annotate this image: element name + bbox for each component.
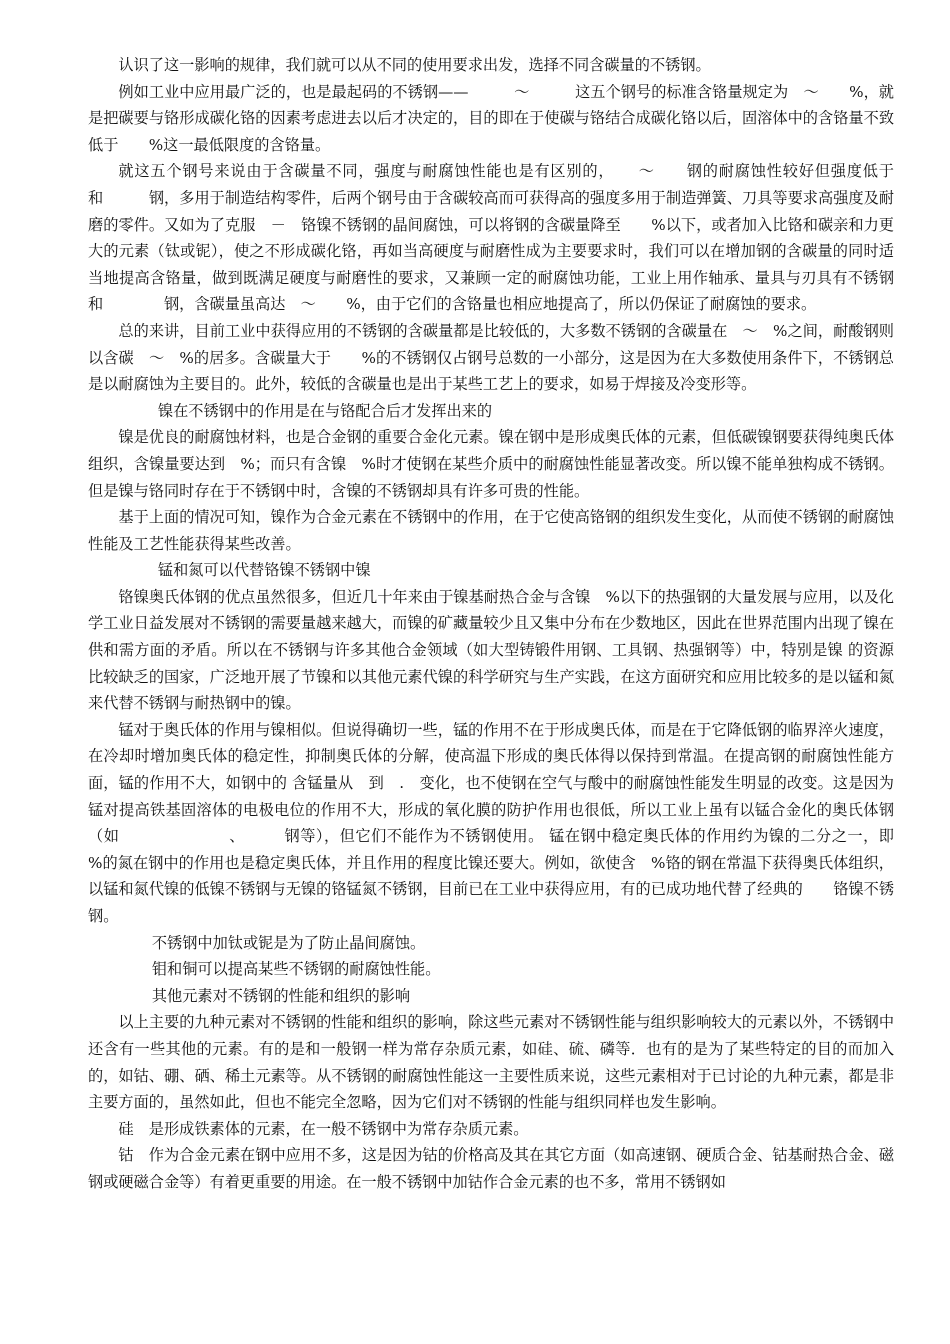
paragraph-carbon-strength: 就这五个钢号来说由于含碳量不同，强度与耐腐蚀性能也是有区别的， ～ 钢的耐腐蚀性较好但强度低于 和 钢，多用于制造结构零件，后两个钢号由于含碳较高而可获得高的强度多用于制造弹簧、刀具等要求高强度及耐磨的零件。又如为了克服 － 铬镍不锈钢的晶间腐蚀，可以将钢的含碳量降至 %以下，或者加入比铬和碳亲和力更大的元素（钛或铌），使之不形成碳化铬，再如当高硬度与耐磨性成为主要要求时，我们可以在增加钢的含碳量的同时适当地提高含铬量，做到既满足硬度与耐磨性的要求，又兼顾一定的耐腐蚀功能，工业上用作轴承、量具与刃具有不锈钢 和 钢，含碳量虽高达 ～ %，由于它们的含铬量也相应地提高了，所以仍保证了耐腐蚀的要求。 xyxy=(88,162,940,314)
section-heading-manganese-nitrogen: 锰和氮可以代替铬镍不锈钢中镍 xyxy=(157,561,371,580)
paragraph-silicon: 硅 是形成铁素体的元素，在一般不锈钢中为常存杂质元素。 xyxy=(118,1119,529,1138)
paragraph-five-grades-chromium: 例如工业中应用最广泛的，也是最起码的不锈钢—— ～ 这五个钢号的标准含铬量规定为 ～ %，就是把碳要与铬形成碳化铬的因素考虑进去以后才决定的，目的即在于使碳与铬结合成碳化铬以后，固溶体中的含铬量不致低于 %这一最低限度的含铬量。 xyxy=(88,82,894,154)
paragraph-nickel-shortage: 铬镍奥氏体钢的优点虽然很多，但近几十年来由于镍基耐热合金与含镍 %以下的热强钢的大量发展与应用，以及化学工业日益发展对不锈钢的需要量越来越大，而镍的矿藏量较少且又集中分布在少数地区，因此在世界范围内出现了镍在供和需方面的矛盾。所以在不锈钢与许多其他合金领域（如大型铸锻件用钢、工具钢、热强钢等）中，特别是镍 的资源比较缺乏的国家，广泛地开展了节镍和以其他元素代镍的科学研究与生产实践，在这方面研究和应用比较多的是以锰和氮来代替不锈钢与耐热钢中的镍。 xyxy=(88,587,894,713)
section-heading-other-elements: 其他元素对不锈钢的性能和组织的影响 xyxy=(151,986,411,1005)
paragraph-carbon-rule: 认识了这一影响的规律，我们就可以从不同的使用要求出发，选择不同含碳量的不锈钢。 xyxy=(118,56,711,74)
section-heading-nickel: 镍在不锈钢中的作用是在与铬配合后才发挥出来的 xyxy=(157,401,493,420)
paragraph-manganese-effect: 锰对于奥氏体的作用与镍相似。但说得确切一些，锰的作用不在于形成奥氏体，而是在于它降低钢的临界淬火速度，在冷却时增加奥氏体的稳定性，抑制奥氏体的分解，使高温下形成的奥氏体得以保持到常温。在提高钢的耐腐蚀性能方面，锰的作用不大，如钢中的 含锰量从 到 . 变化，也不使钢在空气与酸中的耐腐蚀性能发生明显的改变。这是因为锰对提高铁基固溶体的电极电位的作用不大，形成的氧化膜的防护作用也很低，所以工业上虽有以锰合金化的奥氏体钢（如 、 钢等），但它们不能作为不锈钢使用。 锰在钢中稳定奥氏体的作用约为镍的二分之一，即 %的氮在钢中的作用也是稳定奥氏体，并且作用的程度比镍还要大。例如，欲使含 %铬的钢在常温下获得奥氏体组织，以锰和氮代镍的低镍不锈钢与无镍的铬锰氮不锈钢，目前已在工业中获得应用，有的已成功地代替了经典的 铬镍不锈钢。 xyxy=(88,720,910,925)
section-heading-molybdenum-copper: 钼和铜可以提高某些不锈钢的耐腐蚀性能。 xyxy=(151,960,441,979)
paragraph-nickel-material: 镍是优良的耐腐蚀材料，也是合金钢的重要合金化元素。镍在钢中是形成奥氏体的元素，但低碳镍钢要获得纯奥氏体组织，含镍量要达到 %；而只有含镍 %时才使钢在某些介质中的耐腐蚀性能显著改变。所以镍不能单独构成不锈钢。但是镍与铬同时存在于不锈钢中时，含镍的不锈钢却具有许多可贵的性能。 xyxy=(88,428,894,500)
paragraph-nickel-role: 基于上面的情况可知，镍作为合金元素在不锈钢中的作用，在于它使高铬钢的组织发生变化，从而使不锈钢的耐腐蚀性能及工艺性能获得某些改善。 xyxy=(88,508,894,553)
paragraph-other-elements: 以上主要的九种元素对不锈钢的性能和组织的影响，除这些元素对不锈钢性能与组织影响较大的元素以外，不锈钢中还含有一些其他的元素。有的是和一般钢一样为常存杂质元素，如硅、硫、磷等．也有的是为了某些特定的目的而加入的，如钴、硼、硒、稀土元素等。从不锈钢的耐腐蚀性能这一主要性质来说，这些元素相对于已讨论的九种元素，都是非主要方面的，虽然如此，但也不能完全忽略，因为它们对不锈钢的性能与组织同样也发生影响。 xyxy=(88,1013,894,1112)
section-heading-titanium-niobium: 不锈钢中加钛或铌是为了防止晶间腐蚀。 xyxy=(151,933,426,952)
paragraph-low-carbon-summary: 总的来讲，目前工业中获得应用的不锈钢的含碳量都是比较低的，大多数不锈钢的含碳量在 ～ %之间，耐酸钢则以含碳 ～ %的居多。含碳量大于 %的不锈钢仅占钢号总数的一小部分，这是因为在大多数使用条件下，不锈钢总是以耐腐蚀为主要目的。此外，较低的含碳量也是出于某些工艺上的要求，如易于焊接及冷变形等。 xyxy=(88,321,894,394)
document-body xyxy=(88,52,940,1196)
paragraph-cobalt: 钴 作为合金元素在钢中应用不多，这是因为钴的价格高及其在其它方面（如高速钢、硬质合金、钴基耐热合金、磁钢或硬磁合金等）有着更重要的用途。在一般不锈钢中加钴作合金元素的也不多，常用不锈钢如 xyxy=(88,1146,894,1191)
